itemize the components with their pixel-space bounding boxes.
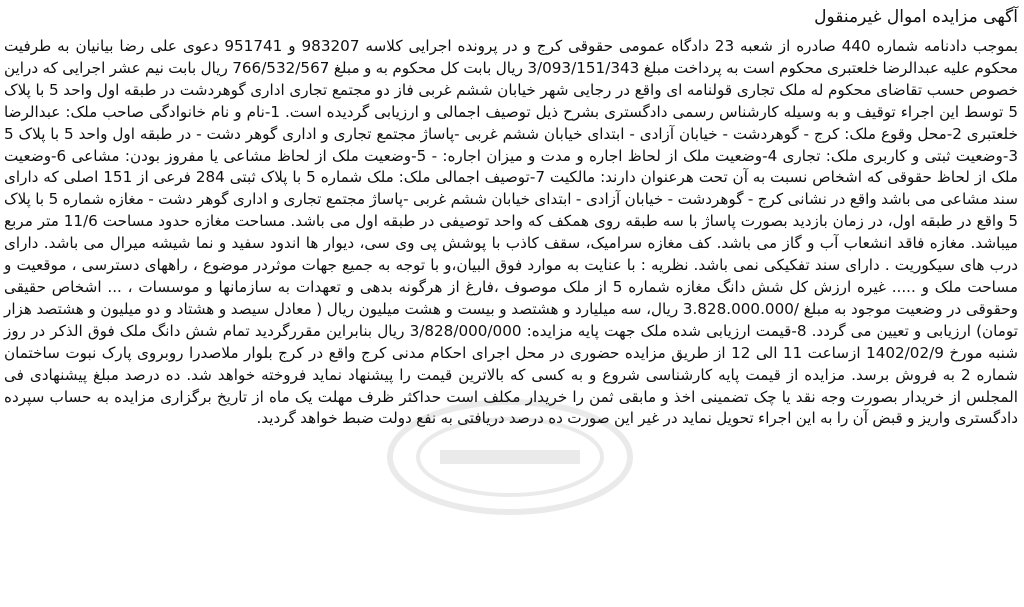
notice-title: آگهی مزایده اموال غیرمنقول xyxy=(814,7,1018,27)
notice-document xyxy=(4,4,1018,605)
notice-body-text: بموجب دادنامه شماره 440 صادره از شعبه 23 دادگاه عمومی حقوقی کرج و در پرونده اجرایی کلاسه 983207 و 951741 دعوی علی رضا بیانیان به طرفیت محکوم علیه عبدالرضا خلعتبری محکوم است به پرداخت مبلغ 3/093/151/343 ریال بابت کل محکوم به و مبلغ 766/532/567 ریال بابت نیم عشر اجرایی که دراین خصوص حسب تقاضای محکوم له ملک تجاری قولنامه ای واقع در رجایی شهر خیابان ششم غربی فاز دو مجتمع تجاری اداری گوهردشت در طبقه اول واحد 5 با پلاک 5 توسط این اجراء توقیف و به وسیله کارشناس رسمی دادگستری بشرح ذیل توصیف اجمالی و ارزیابی گردیده است. 1-نام و نام خانوادگی صاحب ملک: عبدالرضا خلعتبری 2-محل وقوع ملک: کرج - گوهردشت - خیابان آزادی - ابتدای خیابان ششم غربی -پاساژ مجتمع تجاری و اداری گوهر دشت - در طبقه اول واحد 5 با پلاک 5 3-وضعیت ثبتی و کاربری ملک: تجاری 4-وضعیت ملک از لحاظ اجاره و مدت و میزان اجاره: - 5-وضعیت ملک از لحاظ مشاعی یا مفروز بودن: مشاعی 6-وضعیت ملک از لحاظ حقوقی که اشخاص نسبت به آن تحت هرعنوان دارند: مالکیت 7-توصیف اجمالی ملک: ملک شماره 5 با پلاک ثبتی 284 فرعی از 151 اصلی که دارای سند مشاعی می باشد واقع در نشانی کرج - گوهردشت - خیابان آزادی - ابتدای خیابان ششم غربی -پاساژ مجتمع تجاری و اداری گوهر دشت - مغازه شماره 5 با پلاک 5 واقع در طبقه اول، در زمان بازدید بصورت پاساژ با سه طبقه روی همکف که واحد توصیفی در طبقه اول می باشد. مساحت مغازه حدود مساحت 11/6 متر مربع میباشد. مغازه فاقد انشعاب آب و گاز می باشد. کف مغازه سرامیک، سقف کاذب با پوشش پی وی سی، دیوار ها اندود سفید و نما شیشه میرال می باشد. دارای درب های سیکوریت . دارای سند تفکیکی نمی باشد. نظریه : با عنایت به موارد فوق البیان،و با توجه به جمیع جهات موثردر موضوع ، راههای دسترسی ، موقعیت و مساحت ملک و ..... غیره ارزش کل شش دانگ مغازه شماره 5 از ملک موصوف ،فارغ از هرگونه بدهی و تعهدات به سازمانها و موسسات ، ... اشخاص حقیقی وحقوقی در وضعیت موجود به مبلغ /3.828.000.000 ریال، سه میلیارد و هشتصد و بیست و هشت میلیون ریال ( معادل سیصد و هشتاد و دو میلیون و هشتصد هزار تومان) ارزیابی و تعیین می گردد. 8-قیمت ارزیابی شده ملک جهت پایه مزایده: 3/828/000/000 ریال بنابراین مقررگردید تمام شش دانگ ملک فوق الذکر در روز شنبه مورخ 1402/02/9 ازساعت 11 الی 12 از طریق مزایده حضوری در محل اجرای احکام مدنی کرج واقع در کرج بلوار ملاصدرا روبروی پارک نبوت ساختمان شماره 2 به فروش برسد. مزایده از قیمت پایه کارشناسی شروع و به کسی که بالاترین قیمت را پیشنهاد نماید فروخته خواهد شد. ده درصد مبلغ پیشنهادی فی المجلس از خریدار بصورت وجه نقد یا چک تضمینی اخذ و مابقی ثمن را خریدار مکلف است حداکثر ظرف مهلت یک ماه از تاریخ برگزاری مزایده به حساب سپرده دادگستری واریز و قبض آن را به این اجراء تحویل نماید در غیر این صورت ده درصد دریافتی به نفع دولت ضبط خواهد گردید. xyxy=(4,37,1018,428)
